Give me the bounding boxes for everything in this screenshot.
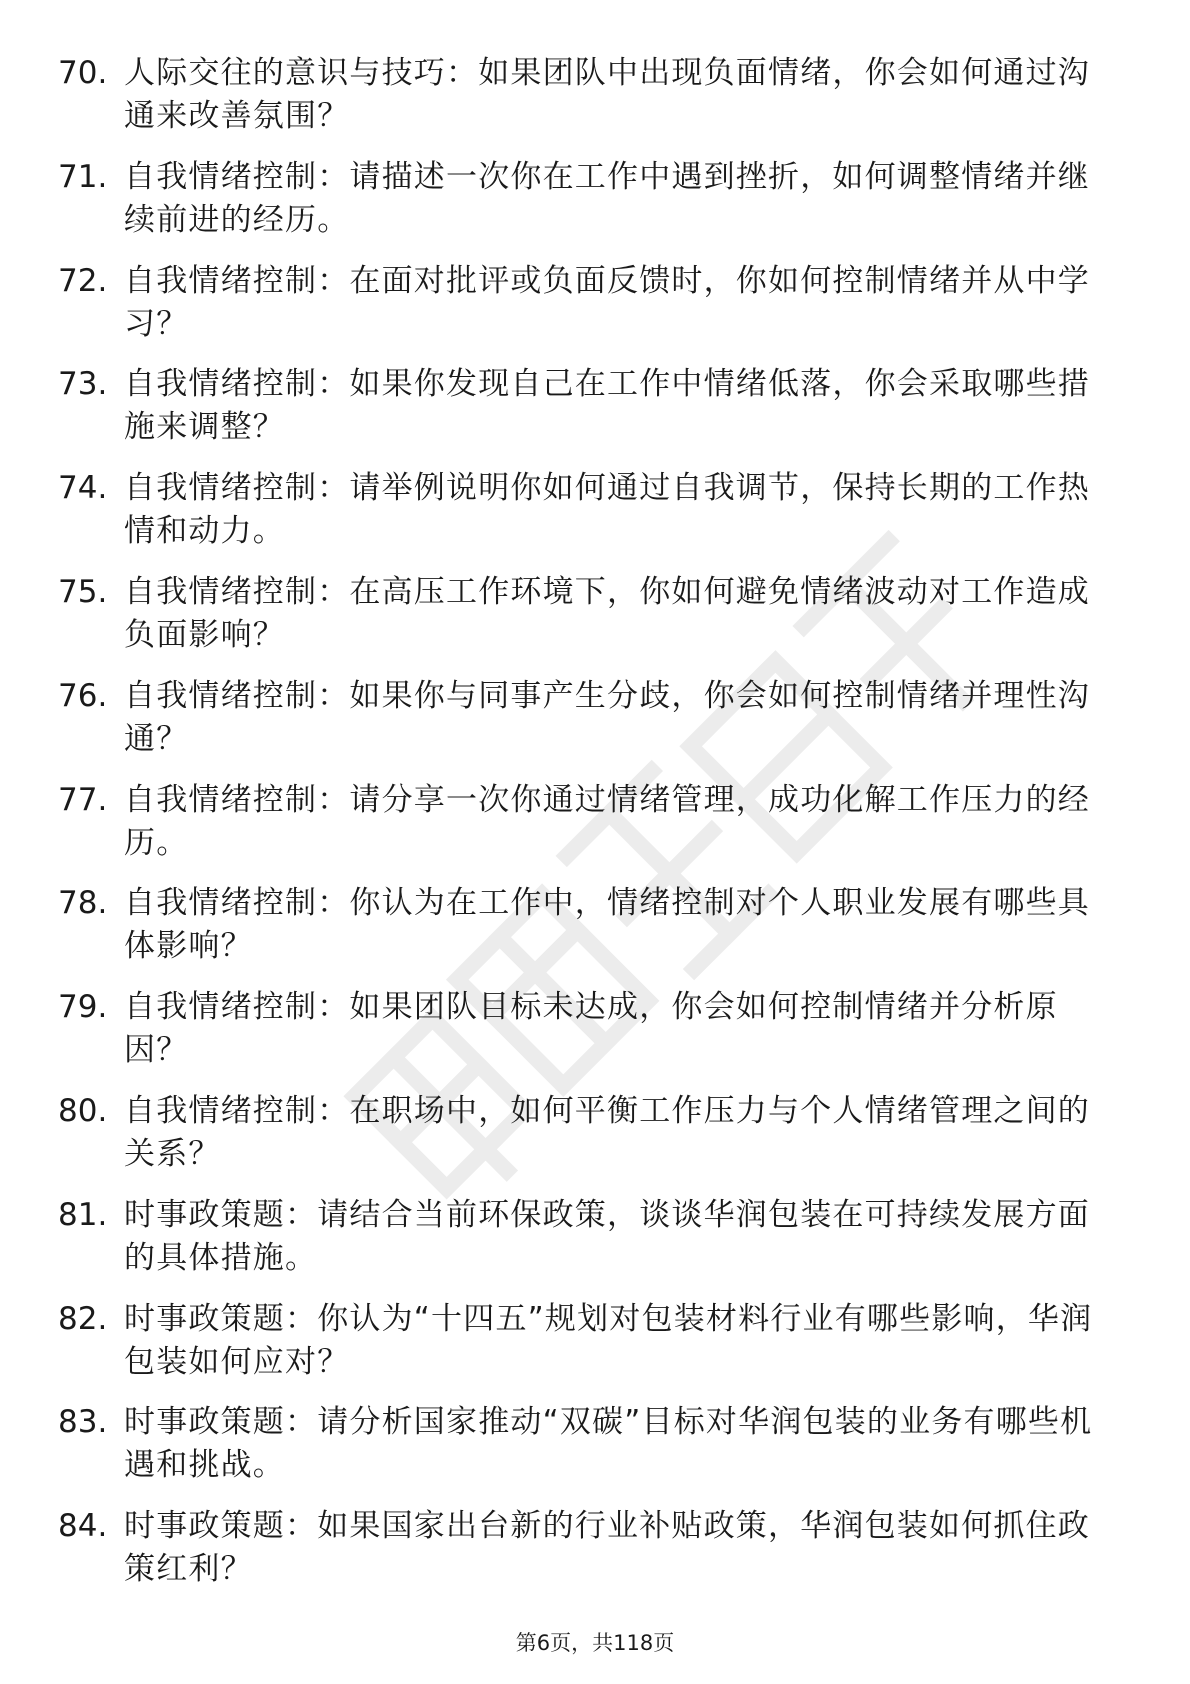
question-number: 81. xyxy=(58,1196,108,1233)
question-number: 74. xyxy=(58,470,108,507)
list-item xyxy=(58,467,1118,571)
question-number: 77. xyxy=(58,781,108,818)
question-number: 76. xyxy=(58,677,108,714)
question-number: 83. xyxy=(58,1404,108,1441)
question-text: 自我情绪控制：如果团队目标未达成，你会如何控制情绪并分析原因？ xyxy=(124,989,1058,1069)
list-item xyxy=(58,779,1118,883)
question-text: 自我情绪控制：在高压工作环境下，你如何避免情绪波动对工作造成负面影响？ xyxy=(124,573,1090,653)
question-text: 时事政策题：如果国家出台新的行业补贴政策，华润包装如何抓住政策红利？ xyxy=(124,1508,1090,1588)
question-number: 71. xyxy=(58,158,108,195)
list-item xyxy=(58,986,1118,1090)
page-footer: 第6页，共118页 xyxy=(515,1631,675,1655)
list-item xyxy=(58,156,1118,260)
list-item xyxy=(58,882,1118,986)
question-list xyxy=(58,52,1118,1609)
list-item xyxy=(58,1298,1118,1402)
list-item xyxy=(58,363,1118,467)
question-text: 自我情绪控制：请描述一次你在工作中遇到挫折，如何调整情绪并继续前进的经历。 xyxy=(124,158,1090,238)
question-text: 自我情绪控制：在面对批评或负面反馈时，你如何控制情绪并从中学习？ xyxy=(124,262,1090,342)
question-text: 时事政策题：你认为“十四五”规划对包装材料行业有哪些影响，华润包装如何应对？ xyxy=(124,1300,1093,1380)
question-number: 84. xyxy=(58,1508,108,1545)
list-item xyxy=(58,675,1118,779)
question-text: 自我情绪控制：如果你发现自己在工作中情绪低落，你会采取哪些措施来调整？ xyxy=(124,366,1090,446)
list-item xyxy=(58,571,1118,675)
question-number: 73. xyxy=(58,366,108,403)
list-item xyxy=(58,1401,1118,1505)
question-text: 自我情绪控制：请分享一次你通过情绪管理，成功化解工作压力的经历。 xyxy=(124,781,1090,861)
question-text: 自我情绪控制：如果你与同事产生分歧，你会如何控制情绪并理性沟通？ xyxy=(124,677,1090,757)
list-item xyxy=(58,260,1118,364)
question-text: 自我情绪控制：你认为在工作中，情绪控制对个人职业发展有哪些具体影响？ xyxy=(124,885,1090,965)
question-number: 78. xyxy=(58,885,108,922)
question-number: 75. xyxy=(58,573,108,610)
question-text: 自我情绪控制：在职场中，如何平衡工作压力与个人情绪管理之间的关系？ xyxy=(124,1092,1090,1172)
question-text: 时事政策题：请结合当前环保政策，谈谈华润包装在可持续发展方面的具体措施。 xyxy=(124,1196,1090,1276)
question-number: 72. xyxy=(58,262,108,299)
question-text: 时事政策题：请分析国家推动“双碳”目标对华润包装的业务有哪些机遇和挑战。 xyxy=(124,1404,1093,1484)
list-item xyxy=(58,1505,1118,1609)
question-text: 自我情绪控制：请举例说明你如何通过自我调节，保持长期的工作热情和动力。 xyxy=(124,470,1090,550)
list-item xyxy=(58,1194,1118,1298)
list-item xyxy=(58,52,1118,156)
question-number: 70. xyxy=(58,55,108,91)
question-number: 80. xyxy=(58,1092,108,1129)
question-number: 82. xyxy=(58,1300,108,1337)
list-item xyxy=(58,1090,1118,1194)
question-number: 79. xyxy=(58,989,108,1026)
question-text: 人际交往的意识与技巧：如果团队中出现负面情绪，你会如何通过沟通来改善氛围？ xyxy=(124,55,1090,134)
